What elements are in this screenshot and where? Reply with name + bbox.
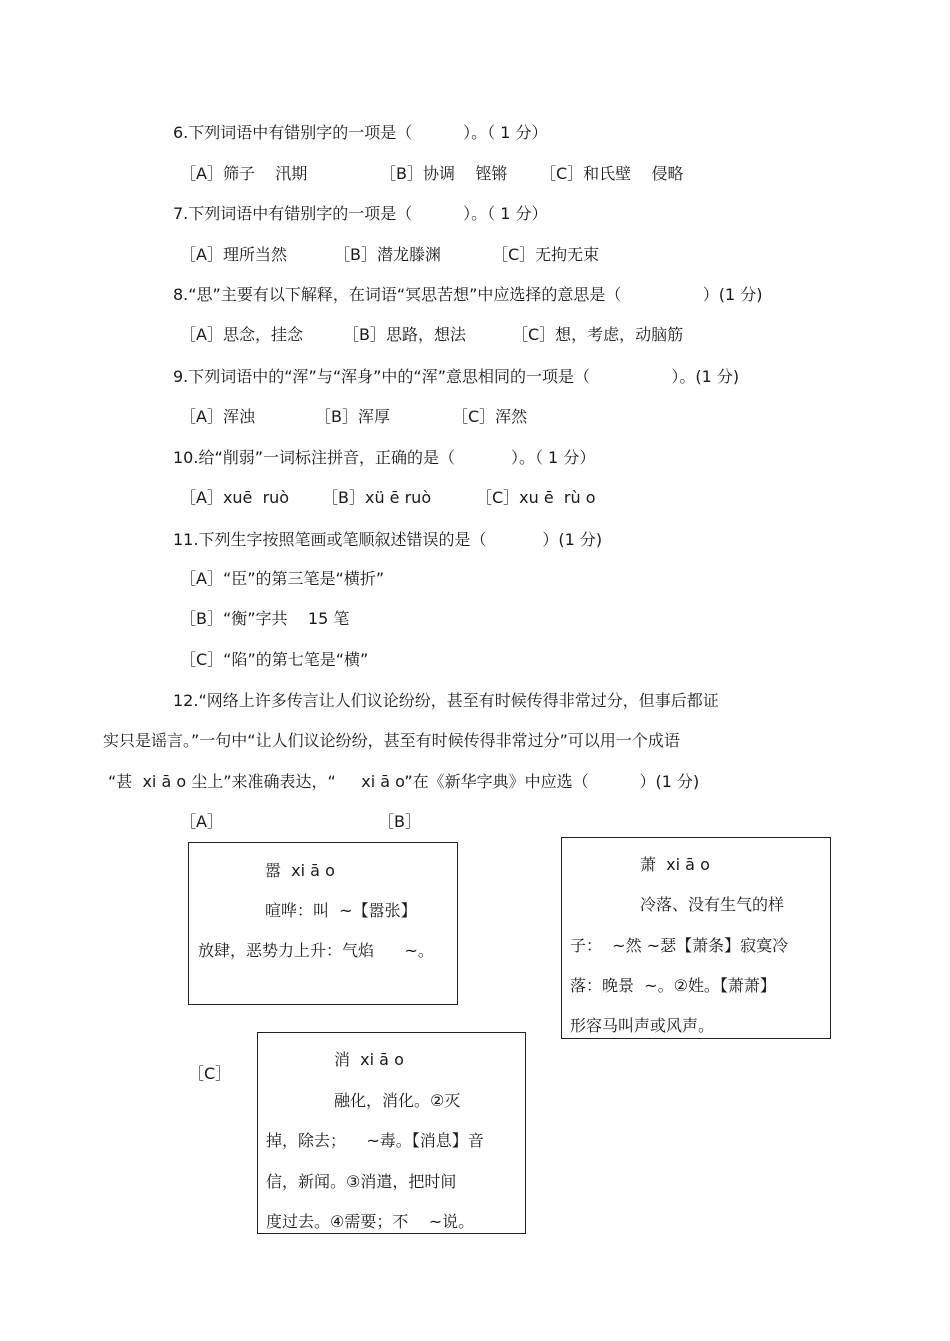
q10-stem: 10.给“削弱”一词标注拼音，正确的是（ ）。（ 1 分） [173,448,596,467]
entry-b-line-4: 落：晚景 ~。②姓。【萧萧】 [570,976,776,995]
q12-label-b: ［B］ [378,812,421,831]
q9-stem: 9.下列词语中的“浑”与“浑身”中的“浑”意思相同的一项是（ ）。(1 分) [173,367,740,386]
q12-line-2: 实只是谣言。”一句中“让人们议论纷纷，甚至有时候传得非常过分”可以用一个成语 [103,731,680,750]
entry-c-line-3: 掉，除去； ~毒。【消息】音 [266,1131,484,1150]
entry-c-line-5: 度过去。④需要；不 ~说。 [266,1212,475,1231]
q7-option-a: ［A］理所当然 [180,245,287,264]
entry-a-line-3: 放肆，恶势力上升：气焰 ~。 [198,941,434,960]
entry-c-line-2: 融化，消化。②灭 [334,1091,461,1110]
q11-stem: 11.下列生字按照笔画或笔顺叙述错误的是（ ）(1 分) [173,530,603,549]
q6-option-b: ［B］协调 铿锵 [380,164,508,183]
q7-option-c: ［C］无拘无束 [492,245,600,264]
q10-option-c: ［C］xu ē rù o [476,488,596,507]
q11-option-a: ［A］“臣”的第三笔是“横折” [180,569,385,588]
dictionary-entry-a [188,842,458,1005]
q12-line-1: 12.“网络上许多传言让人们议论纷纷，甚至有时候传得非常过分，但事后都证 [173,691,719,710]
q11-option-c: ［C］“陷”的第七笔是“横” [180,650,369,669]
q10-option-a: ［A］xuē ruò [180,488,290,507]
q12-line-3: “甚 xi ā o 尘上”来准确表达，“ xi ā o”在《新华字典》中应选（ ）(1 分) [108,772,700,791]
dictionary-entry-c [257,1032,526,1234]
entry-a-line-2: 喧哗：叫 ~【嚣张】 [265,901,417,920]
entry-b-headword: 萧 xi ā o [640,855,710,874]
q9-option-b: ［B］浑厚 [315,407,390,426]
q8-option-b: ［B］思路，想法 [343,325,466,344]
q8-option-a: ［A］思念，挂念 [180,325,303,344]
q10-option-b: ［B］xü ē ruò [322,488,432,507]
entry-b-line-2: 冷落、没有生气的样 [640,895,785,914]
q6-option-c: ［C］和氏壁 侵略 [540,164,684,183]
q7-stem: 7.下列词语中有错别字的一项是（ ）。（ 1 分） [173,204,548,223]
entry-b-line-3: 子： ~然 ~瑟【萧条】寂寞冷 [570,936,789,955]
entry-b-line-5: 形容马叫声或风声。 [570,1016,715,1035]
entry-c-line-4: 信，新闻。③消遣，把时间 [266,1172,457,1191]
entry-a-headword: 嚣 xi ā o [265,861,335,880]
q8-stem: 8.“思”主要有以下解释，在词语“冥思苦想”中应选择的意思是（ ）(1 分) [173,285,763,304]
q9-option-a: ［A］浑浊 [180,407,255,426]
q7-option-b: ［B］潜龙滕渊 [334,245,441,264]
q6-option-a: ［A］筛子 汛期 [180,164,308,183]
q12-label-c: ［C］ [188,1064,232,1083]
q11-option-b: ［B］“衡”字共 15 笔 [180,609,350,628]
entry-c-headword: 消 xi ā o [334,1050,404,1069]
q12-label-a: ［A］ [180,812,223,831]
q8-option-c: ［C］想，考虑，动脑筋 [512,325,684,344]
q9-option-c: ［C］浑然 [452,407,528,426]
q6-stem: 6.下列词语中有错别字的一项是（ ）。（ 1 分） [173,123,548,142]
dictionary-entry-b [561,837,831,1039]
